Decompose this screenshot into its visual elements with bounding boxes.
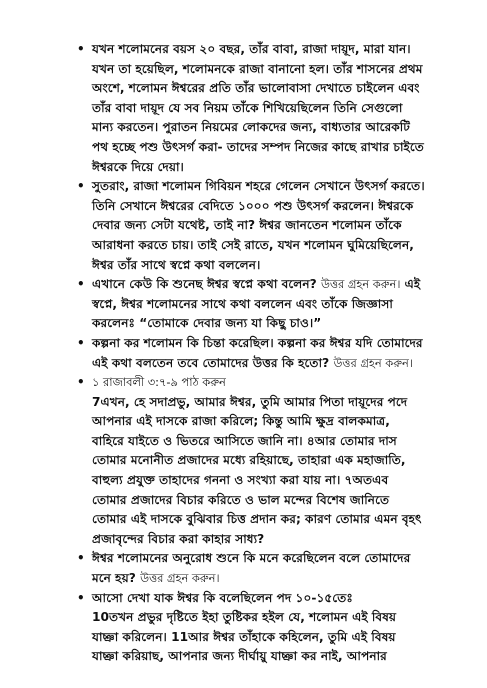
answer-prompt: উত্তর গ্রহন করুন। xyxy=(320,277,401,292)
answer-prompt: উত্তর গ্রহন করুন। xyxy=(140,571,220,586)
bullet-list xyxy=(0,40,487,667)
answer-prompt: উত্তর গ্রহন করুন। xyxy=(333,355,413,370)
scripture-text: 10তখন প্রভুর দৃষ্টিতে ইহা তুষ্টিকর হইল যে, শলোমন এই বিষয় যাচ্ঞা করিলেন। 11আর ঈশ্বর তাঁহাকে কহিলেন, তুমি এই বিষয় যাচ্ঞা করিয়াছ, আপনার জন্য দীর্ঘায়ু যাচ্ঞা কর নাই, আপনার xyxy=(92,610,397,664)
bullet-icon: • xyxy=(77,590,85,605)
item-text: যখন শলোমনের বয়স ২০ বছর, তাঁর বাবা, রাজা দায়ূদ, মারা যান। যখন তা হয়েছিল, শলোমনকে রাজা বানানো হল। তাঁর শাসনের প্রথম অংশে, শলোমন ঈশ্বরের প্রতি তাঁর ভালোবাসা দেখাতে চাইলেন এবং তাঁর বাবা দায়ূদ যে সব নিয়ম তাঁকে শিখিয়েছিলেন তিনি সেগুলো মান্য করতেন। পুরাতন নিয়মের লোকদের জন্য, বাধ্যতার আরেকটি পথ হচ্ছে পশু উৎসর্গ করা- তাদের সম্পদ নিজের কাছে রাখার চাইতে ঈশ্বরকে দিয়ে দেয়া। xyxy=(92,42,424,174)
bullet-icon: • xyxy=(77,42,85,56)
scripture-reference: ১ রাজাবলী ৩:৭-৯ পাঠ করুন xyxy=(92,375,226,390)
question-text: কল্পনা কর শলোমন কি চিন্তা করেছিল। কল্পনা কর ঈশ্বর যদি তোমাদের এই কথা বলতেন তবে তোমাদের উত্তর কি হতো? xyxy=(92,335,423,370)
list-item xyxy=(0,40,487,177)
list-item xyxy=(0,275,487,334)
bullet-icon: • xyxy=(77,335,85,350)
question-text: এখানে কেউ কি শুনেছ ঈশ্বর স্বপ্নে কথা বলেন? xyxy=(92,277,317,292)
item-text: সুতরাং, রাজা শলোমন গিবিয়ন শহরে গেলেন সেখানে উৎসর্গ করতে। তিনি সেখানে ঈশ্বরের বেদিতে ১০০০ পশু উৎসর্গ করলেন। ঈশ্বরকে দেবার জন্য সেটা যথেষ্ট, তাই না? ঈশ্বর জানতেন শলোমন তাঁকে আরাধনা করতে চায়। তাই সেই রাতে, যখন শলোমন ঘুমিয়েছিলেন, ঈশ্বর তাঁর সাথে স্বপ্নে কথা বললেন। xyxy=(92,179,425,272)
bullet-icon: • xyxy=(77,375,85,390)
list-item xyxy=(0,334,487,373)
list-item xyxy=(0,549,487,588)
list-item xyxy=(0,589,487,667)
bullet-icon: • xyxy=(77,277,85,292)
item-text: এই স্বপ্নে, ঈশ্বর শলোমনের সাথে কথা বললেন এবং তাঁকে জিজ্ঞাসা করলেনঃ “তোমাকে দেবার জন্য যা কিছু চাও।” xyxy=(92,277,421,331)
question-text: ঈশ্বর শলোমনের অনুরোধ শুনে কি মনে করেছিলেন বলে তোমাদের মনে হয়? xyxy=(92,551,411,586)
bullet-icon: • xyxy=(77,179,85,194)
bullet-icon: • xyxy=(77,551,85,566)
list-item xyxy=(0,177,487,275)
scripture-text: 7এখন, হে সদাপ্রভু, আমার ঈশ্বর, তুমি আমার পিতা দায়ূদের পদে আপনার এই দাসকে রাজা করিলে; কিন্তু আমি ক্ষুদ্র বালকমাত্র, বাহিরে যাইতে ও ভিতরে আসিতে জানি না। ৪আর তোমার দাস তোমার মনোনীত প্রজাদের মধ্যে রহিয়াছে, তাহারা এক মহাজাতি, বাহুল্য প্রযুক্ত তাহাদের গননা ও সংখ্যা করা যায় না। ৭অতএব তোমার প্রজাদের বিচার করিতে ও ভাল মন্দের বিশেষ জানিতে তোমার এই দাসকে বুঝিবার চিত্ত প্রদান কর; কারণ তোমার এমন বৃহৎ প্রজাবৃন্দের বিচার করা কাহার সাধ্য? xyxy=(92,394,422,546)
item-text: আসো দেখা যাক ঈশ্বর কি বলেছিলেন পদ ১০-১৫তেঃ xyxy=(92,590,353,605)
list-item xyxy=(0,373,487,549)
